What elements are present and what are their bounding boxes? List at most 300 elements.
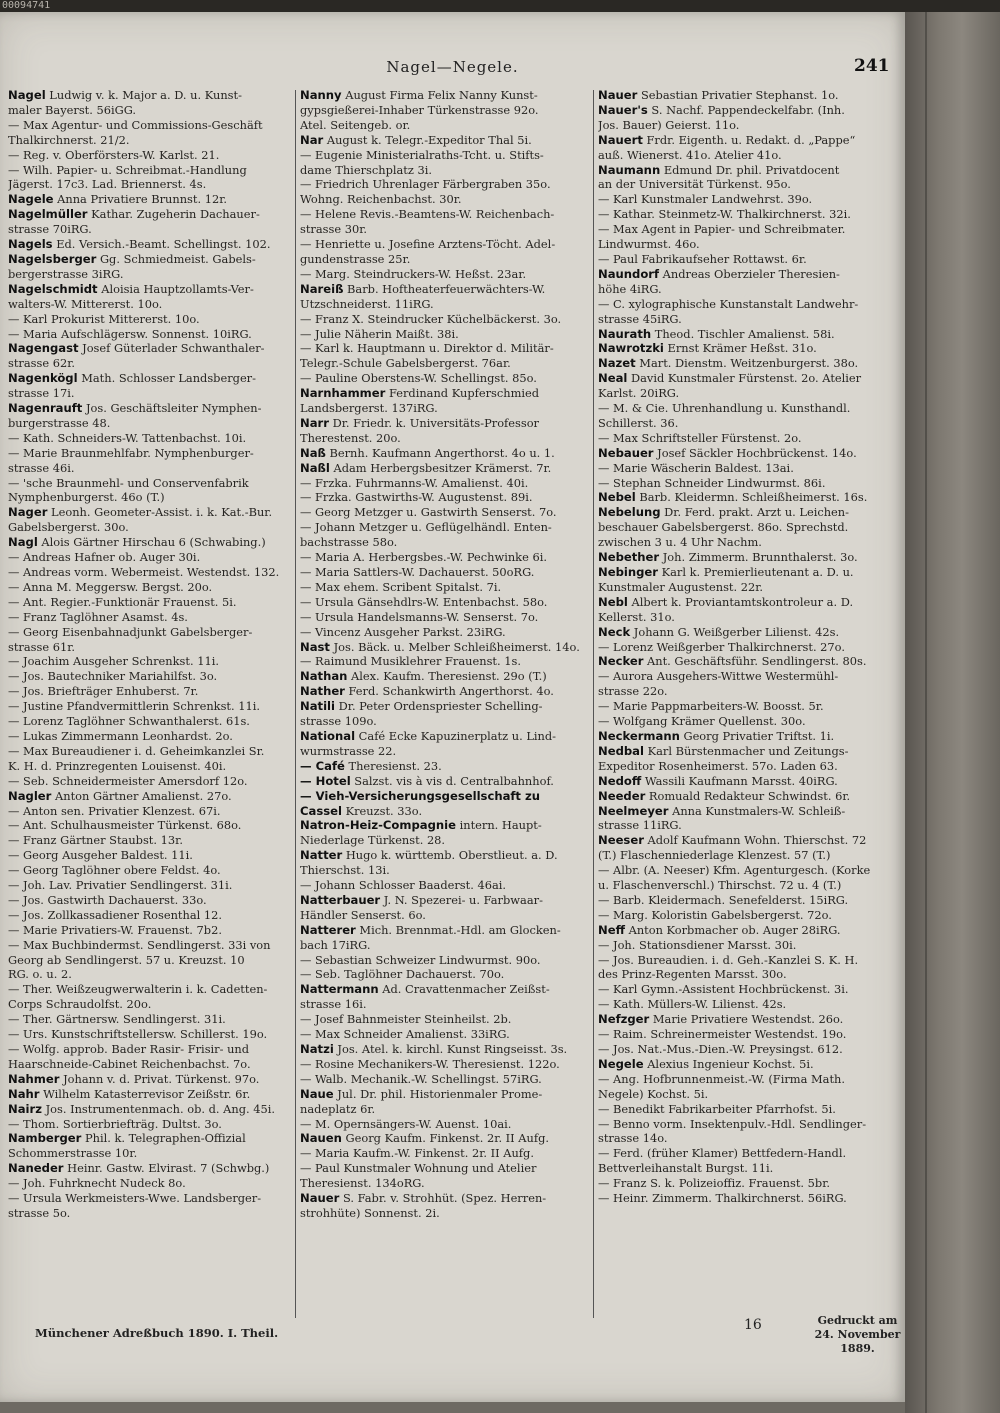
entry-details: — Ther. Weißzeugwerwalterin i. k. Cadetten- [8, 982, 268, 997]
footer-signature: 16 [744, 1317, 762, 1333]
entry-details: strasse 45iRG. [598, 311, 682, 326]
entry-details: — Paul Kunstmaler Wohnung und Atelier [300, 1161, 537, 1176]
entry-details: bachstrasse 58o. [300, 535, 398, 550]
entry-details: — M. & Cie. Uhrenhandlung u. Kunsthandl. [598, 401, 851, 416]
directory-entry [598, 550, 884, 565]
entry-details: strasse 11iRG. [598, 818, 682, 833]
entry-surname: Neff [598, 922, 625, 937]
column-rule [295, 90, 296, 1318]
directory-entry [8, 1012, 294, 1027]
entry-details: August k. Telegr.-Expeditor Thal 5i. [323, 132, 532, 147]
directory-entry [8, 744, 294, 759]
entry-details: Thierschst. 13i. [300, 863, 390, 878]
directory-entry [598, 1012, 884, 1027]
entry-details: Schommerstrasse 10r. [8, 1146, 138, 1161]
directory-entry [8, 252, 294, 267]
entry-details: — Ant. Regier.-Funktionär Frauenst. 5i. [8, 594, 237, 609]
entry-surname: Nattermann [300, 982, 379, 997]
entry-details: Ludwig v. k. Major a. D. u. Kunst- [45, 88, 242, 102]
entry-details: — Jos. Nat.-Mus.-Dien.-W. Preysingst. 612. [598, 1042, 843, 1056]
entry-surname: Nauer [300, 1191, 340, 1206]
directory-entry [598, 431, 884, 446]
directory-entry [598, 610, 884, 625]
entry-details: — Max Bureaudiener i. d. Geheimkanzlei Sr. [8, 743, 265, 758]
directory-entry [300, 654, 586, 669]
entry-details: Albert k. Proviantamtskontroleur a. D. [627, 594, 854, 609]
directory-entry [598, 386, 884, 401]
entry-details: Wohng. Reichenbachst. 30r. [300, 192, 462, 207]
directory-entry [8, 88, 294, 103]
entry-details: Atel. Seitengeb. or. [300, 117, 411, 132]
entry-surname: Neckermann [598, 728, 680, 743]
entry-details: — Frzka. Gastwirths-W. Augustenst. 89i. [300, 490, 533, 505]
entry-details: — Ther. Gärtnersw. Sendlingerst. 31i. [8, 1012, 226, 1027]
entry-details: Adolf Kaufmann Wohn. Thierschst. 72 [643, 833, 867, 848]
entry-details: Barb. Hoftheaterfeuerwächters-W. [343, 281, 546, 296]
directory-entry [598, 401, 884, 416]
entry-details: — Franz Gärtner Staubst. 13r. [8, 833, 183, 848]
directory-entry [300, 1102, 586, 1117]
directory-entry [598, 938, 884, 953]
entry-details: Georg ab Sendlingerst. 57 u. Kreuzst. 10 [8, 952, 245, 967]
directory-entry [300, 1146, 586, 1161]
entry-details: zwischen 3 u. 4 Uhr Nachm. [598, 535, 762, 550]
entry-details: — Joh. Lav. Privatier Sendlingerst. 31i. [8, 878, 233, 893]
entry-details: Jos. Bäck. u. Melber Schleißheimerst. 14o. [329, 639, 580, 654]
entry-details: — Karl Gymn.-Assistent Hochbrückenst. 3i. [598, 982, 849, 997]
directory-entry [598, 878, 884, 893]
entry-details: Wassili Kaufmann Marsst. 40iRG. [641, 773, 838, 788]
directory-entry [8, 1206, 294, 1221]
entry-surname: Nagelmüller [8, 207, 88, 222]
directory-entry [598, 312, 884, 327]
directory-entry [300, 744, 586, 759]
directory-entry [300, 237, 586, 252]
directory-entry [8, 207, 294, 222]
entry-details: Alex. Kaufm. Theresienst. 29o (T.) [347, 669, 547, 684]
entry-details: K. H. d. Prinzregenten Louisenst. 40i. [8, 758, 227, 773]
entry-details: Therestenst. 20o. [300, 430, 401, 445]
entry-details: — Anna M. Meggersw. Bergst. 20o. [8, 579, 213, 594]
directory-entry [300, 222, 586, 237]
entry-surname: Nanny [300, 88, 342, 102]
entry-details: RG. o. u. 2. [8, 967, 72, 982]
entry-details: — Seb. Taglöhner Dachauerst. 70o. [300, 967, 505, 982]
entry-details: — Franz X. Steindrucker Küchelbäckerst. 3o. [300, 311, 562, 326]
entry-details: — Raim. Schreinermeister Westendst. 19o. [598, 1027, 847, 1042]
directory-entry [300, 967, 586, 982]
directory-entry [8, 893, 294, 908]
directory-entry [598, 1027, 884, 1042]
entry-details: — Jos. Briefträger Enhuberst. 7r. [8, 684, 199, 699]
directory-entry [8, 341, 294, 356]
directory-entry [300, 505, 586, 520]
entry-surname: Natron-Heiz-Compagnie [300, 818, 456, 833]
directory-entry [300, 1072, 586, 1087]
directory-column-1 [8, 88, 294, 1318]
entry-details: Hugo k. württemb. Oberstlieut. a. D. [342, 848, 558, 863]
entry-surname: Negele [598, 1056, 644, 1071]
entry-details: bergerstrasse 3iRG. [8, 266, 124, 281]
entry-surname: Nauer's [598, 102, 648, 117]
directory-entry [8, 818, 294, 833]
directory-entry [300, 833, 586, 848]
entry-details: — Benedikt Fabrikarbeiter Pfarrhofst. 5i. [598, 1101, 836, 1116]
entry-surname: Neal [598, 371, 628, 386]
directory-entry [8, 774, 294, 789]
directory-entry [300, 1087, 586, 1102]
entry-surname: Nebl [598, 594, 628, 609]
directory-entry [8, 580, 294, 595]
entry-surname: Nebelung [598, 505, 661, 520]
directory-entry [8, 967, 294, 982]
directory-entry [598, 148, 884, 163]
directory-entry [8, 446, 294, 461]
entry-details: Expeditor Rosenheimerst. 57o. Laden 63. [598, 758, 838, 773]
entry-details: — Helene Revis.-Beamtens-W. Reichenbach- [300, 207, 555, 222]
directory-entry [300, 148, 586, 163]
directory-entry [8, 356, 294, 371]
entry-details: Math. Schlosser Landsberger- [77, 371, 256, 386]
directory-entry [8, 520, 294, 535]
directory-entry [300, 953, 586, 968]
directory-entry [598, 1161, 884, 1176]
directory-entry [598, 535, 884, 550]
entry-surname: Nathan [300, 669, 348, 684]
entry-details: Edmund Dr. phil. Privatdocent [660, 162, 840, 177]
directory-entry [598, 341, 884, 356]
directory-entry [598, 863, 884, 878]
directory-entry [8, 386, 294, 401]
directory-entry [300, 729, 586, 744]
entry-details: — Joachim Ausgeher Schrenkst. 11i. [8, 654, 219, 669]
entry-details: Kreuzst. 33o. [341, 803, 423, 818]
entry-details: — Maria Kaufm.-W. Finkenst. 2r. II Aufg. [300, 1146, 534, 1161]
directory-entry [300, 446, 586, 461]
directory-entry [8, 461, 294, 476]
entry-details: Gg. Schmiedmeist. Gabels- [96, 251, 256, 266]
entry-surname: Nagelsberger [8, 251, 97, 266]
entry-details: Alois Gärtner Hirschau 6 (Schwabing.) [37, 535, 266, 550]
directory-entry [300, 118, 586, 133]
directory-entry [598, 1191, 884, 1206]
entry-details: Ad. Cravattenmacher Zeißst- [378, 982, 550, 997]
entry-details: Karl Bürstenmacher und Zeitungs- [643, 743, 849, 758]
entry-details: Landsbergerst. 137iRG. [300, 401, 438, 416]
directory-entry [300, 878, 586, 893]
directory-entry [8, 192, 294, 207]
entry-surname: Natterer [300, 922, 356, 937]
entry-details: — Aurora Ausgehers-Wittwe Westermühl- [598, 669, 839, 684]
directory-entry [598, 416, 884, 431]
entry-details: — Kath. Müllers-W. Lilienst. 42s. [598, 997, 787, 1012]
entry-details: Romuald Redakteur Schwindst. 6r. [645, 788, 851, 803]
entry-details: — Andreas Hafner ob. Auger 30i. [8, 550, 201, 565]
entry-details: Anton Gärtner Amalienst. 27o. [51, 788, 232, 803]
entry-details: — Albr. (A. Neeser) Kfm. Agenturgesch. (Korke [598, 863, 871, 878]
entry-details: strasse 17i. [8, 386, 75, 401]
directory-entry [300, 804, 586, 819]
entry-details: Bettverleihanstalt Burgst. 11i. [598, 1161, 774, 1176]
entry-details: Andreas Oberzieler Theresien- [659, 266, 840, 281]
entry-details: wurmstrasse 22. [300, 743, 397, 758]
entry-details: intern. Haupt- [455, 818, 542, 833]
entry-details: Anna Kunstmalers-W. Schleiß- [668, 803, 846, 818]
entry-details: Jos. Atel. k. kirchl. Kunst Ringseisst. 3s. [333, 1042, 568, 1056]
directory-entry [8, 267, 294, 282]
entry-details: — Max ehem. Scribent Spitalst. 7i. [300, 579, 502, 594]
entry-details: — Ursula Handelsmanns-W. Senserst. 7o. [300, 609, 539, 624]
directory-entry [598, 759, 884, 774]
entry-details: Georg Privatier Triftst. 1i. [679, 728, 835, 743]
entry-surname: Naßl [300, 460, 330, 475]
directory-entry [300, 714, 586, 729]
directory-entry [598, 118, 884, 133]
footer-printed-date-value: 24. November 1889. [814, 1328, 901, 1355]
entry-details: an der Universität Türkenst. 95o. [598, 177, 791, 192]
entry-details: — Georg Eisenbahnadjunkt Gabelsberger- [8, 624, 253, 639]
page-number: 241 [854, 56, 890, 76]
directory-entry [8, 953, 294, 968]
entry-details: Leonh. Geometer-Assist. i. k. Kat.-Bur. [47, 505, 273, 520]
directory-entry [598, 371, 884, 386]
entry-details: (T.) Flaschenniederlage Klenzest. 57 (T.) [598, 848, 831, 863]
directory-entry [300, 908, 586, 923]
entry-details: — Marg. Steindruckers-W. Heßst. 23ar. [300, 266, 527, 281]
scan-border [0, 0, 1000, 12]
directory-entry [300, 1027, 586, 1042]
directory-entry [300, 133, 586, 148]
directory-entry [300, 997, 586, 1012]
directory-entry [8, 863, 294, 878]
directory-entry [8, 938, 294, 953]
directory-entry [598, 490, 884, 505]
directory-entry [300, 580, 586, 595]
directory-entry [598, 505, 884, 520]
directory-entry [598, 818, 884, 833]
entry-details: — Ursula Gänsehdlrs-W. Entenbachst. 58o. [300, 594, 548, 609]
entry-details: — Maria Sattlers-W. Dachauerst. 50oRG. [300, 565, 535, 579]
entry-details: Aloisia Hauptzollamts-Ver- [97, 281, 254, 296]
directory-entry [598, 207, 884, 222]
book-page-edge [905, 12, 1000, 1413]
entry-details: Nymphenburgerst. 46o (T.) [8, 490, 165, 505]
footer-publication: Münchener Adreßbuch 1890. I. Theil. [35, 1326, 279, 1340]
footer-printed-date [810, 1314, 905, 1356]
directory-entry [300, 982, 586, 997]
directory-entry [598, 1131, 884, 1146]
entry-details: — Kathar. Steinmetz-W. Thalkirchnerst. 32i. [598, 207, 851, 222]
directory-entry [598, 729, 884, 744]
entry-surname: Nebel [598, 490, 636, 505]
entry-details: — Pauline Oberstens-W. Schellingst. 85o. [300, 371, 537, 386]
directory-entry [300, 1012, 586, 1027]
directory-entry [300, 1176, 586, 1191]
directory-entry [300, 163, 586, 178]
entry-details: — Maria A. Herbergsbes.-W. Pechwinke 6i. [300, 550, 547, 565]
entry-details: — Franz Taglöhner Asamst. 4s. [8, 609, 188, 624]
entry-details: — Walb. Mechanik.-W. Schellingst. 57iRG. [300, 1071, 542, 1086]
entry-details: Utzschneiderst. 11iRG. [300, 296, 434, 311]
scan-id: 00094741 [2, 0, 51, 11]
directory-entry [8, 878, 294, 893]
entry-details: — Ang. Hofbrunnenmeist.-W. (Firma Math. [598, 1071, 845, 1086]
directory-entry [8, 1176, 294, 1191]
directory-entry [8, 625, 294, 640]
entry-details: — Max Agent in Papier- und Schreibmater. [598, 222, 846, 237]
directory-entry [300, 1191, 586, 1206]
directory-entry [8, 103, 294, 118]
entry-details: strasse 70iRG. [8, 222, 92, 237]
entry-details: August Firma Felix Nanny Kunst- [341, 88, 538, 102]
directory-entry [300, 550, 586, 565]
directory-entry [300, 535, 586, 550]
directory-entry [598, 833, 884, 848]
entry-details: Josef Säckler Hochbrückenst. 14o. [653, 445, 857, 460]
directory-entry [300, 103, 586, 118]
entry-surname: Nather [300, 684, 345, 699]
entry-details: — Marie Braunmehlfabr. Nymphenburger- [8, 445, 254, 460]
directory-entry [8, 714, 294, 729]
directory-entry [300, 848, 586, 863]
entry-details: — 'sche Braunmehl- und Conservenfabrik [8, 475, 249, 490]
entry-details: — Josef Bahnmeister Steinheilst. 2b. [300, 1012, 512, 1027]
entry-details: Jos. Bauer) Geierst. 11o. [598, 117, 740, 132]
entry-details: Café Ecke Kapuzinerplatz u. Lind- [355, 728, 557, 743]
entry-surname: Nagengast [8, 341, 79, 356]
directory-entry [598, 908, 884, 923]
entry-details: Bernh. Kaufmann Angerthorst. 4o u. 1. [325, 445, 555, 460]
directory-entry [598, 1057, 884, 1072]
entry-details: Salzst. vis à vis d. Centralbahnhof. [350, 773, 554, 788]
entry-details: Heinr. Gastw. Elvirast. 7 (Schwbg.) [63, 1161, 270, 1176]
entry-surname: National [300, 728, 356, 743]
directory-entry [300, 923, 586, 938]
entry-details: strasse 109o. [300, 714, 377, 729]
entry-details: Theresienst. 134oRG. [300, 1176, 425, 1191]
entry-details: — Johann Metzger u. Geflügelhändl. Enten- [300, 520, 552, 535]
directory-entry [300, 625, 586, 640]
directory-entry [598, 297, 884, 312]
directory-entry [598, 848, 884, 863]
directory-entry [300, 684, 586, 699]
directory-entry [8, 148, 294, 163]
entry-details: — Ferd. (früher Klamer) Bettfedern-Handl. [598, 1146, 847, 1161]
directory-entry [598, 684, 884, 699]
directory-entry [598, 133, 884, 148]
directory-entry [598, 774, 884, 789]
entry-details: beschauer Gabelsbergerst. 86o. Sprechstd. [598, 520, 849, 535]
entry-details: Dr. Ferd. prakt. Arzt u. Leichen- [660, 505, 849, 520]
entry-details: Karl k. Premierlieutenant a. D. u. [657, 565, 854, 579]
entry-details: — Ant. Schulhausmeister Türkenst. 68o. [8, 818, 242, 833]
entry-details: — Georg Taglöhner obere Feldst. 4o. [8, 863, 221, 878]
entry-details: Haarschneide-Cabinet Reichenbachst. 7o. [8, 1056, 251, 1071]
directory-entry [300, 595, 586, 610]
entry-details: burgerstrasse 48. [8, 415, 111, 430]
entry-surname: Nagel [8, 88, 46, 102]
directory-entry [300, 610, 586, 625]
entry-details: — Wolfgang Krämer Quellenst. 30o. [598, 714, 806, 729]
directory-entry [8, 1117, 294, 1132]
directory-entry [300, 490, 586, 505]
entry-details: Theresienst. 23. [344, 758, 442, 773]
directory-entry [8, 1087, 294, 1102]
running-title: Nagel—Negele. [386, 58, 519, 76]
entry-details: Dr. Peter Ordenspriester Schelling- [335, 699, 543, 714]
entry-surname: Nairz [8, 1101, 42, 1116]
directory-entry [598, 1146, 884, 1161]
entry-details: — Anton sen. Privatier Klenzest. 67i. [8, 803, 221, 818]
entry-details: — Karl k. Hauptmann u. Direktor d. Militär- [300, 341, 554, 356]
directory-entry [598, 163, 884, 178]
entry-details: bach 17iRG. [300, 937, 371, 952]
entry-surname: Natterbauer [300, 892, 381, 907]
entry-details: — Jos. Bureaudien. i. d. Geh.-Kanzlei S. K. H. [598, 952, 859, 967]
entry-surname: Nar [300, 132, 324, 147]
directory-entry [300, 863, 586, 878]
directory-entry [598, 461, 884, 476]
directory-entry [300, 669, 586, 684]
directory-entry [598, 580, 884, 595]
directory-entry [8, 923, 294, 938]
entry-details: Ed. Versich.-Beamt. Schellingst. 102. [52, 237, 271, 252]
footer-printed-label: Gedruckt am [817, 1314, 898, 1327]
directory-entry [8, 505, 294, 520]
entry-details: — Wolfg. approb. Bader Rasir- Frisir- und [8, 1042, 250, 1056]
entry-details: walters-W. Mittererst. 10o. [8, 296, 163, 311]
entry-details: strasse 5o. [8, 1205, 71, 1220]
entry-details: dame Thierschplatz 3i. [300, 162, 433, 177]
entry-details: — Seb. Schneidermeister Amersdorf 12o. [8, 773, 248, 788]
entry-surname: Nazet [598, 356, 636, 371]
entry-surname: Namberger [8, 1131, 82, 1146]
entry-details: — Sebastian Schweizer Lindwurmst. 90o. [300, 952, 541, 967]
entry-surname: Nauen [300, 1131, 342, 1146]
entry-surname: Natili [300, 699, 335, 714]
directory-entry [598, 222, 884, 237]
directory-entry [300, 774, 586, 789]
entry-details: nadeplatz 6r. [300, 1101, 376, 1116]
entry-details: — Andreas vorm. Webermeist. Westendst. 132. [8, 565, 280, 579]
entry-details: — Frzka. Fuhrmanns-W. Amalienst. 40i. [300, 475, 529, 490]
entry-details: Ernst Krämer Heßst. 31o. [663, 341, 817, 356]
entry-details: strasse 61r. [8, 639, 76, 654]
entry-details: — Joh. Stationsdiener Marsst. 30i. [598, 937, 797, 952]
entry-surname: Naurath [598, 326, 652, 341]
entry-details: — Justine Pfandvermittlerin Schrenkst. 11i. [8, 699, 260, 714]
entry-details: — Jos. Bautechniker Mariahilfst. 3o. [8, 669, 218, 684]
entry-details: gypsgießerei-Inhaber Türkenstrasse 92o. [300, 102, 539, 117]
entry-details: Schillerst. 36. [598, 415, 679, 430]
entry-details: Ferdinand Kupferschmied [385, 386, 540, 401]
entry-details: — Stephan Schneider Lindwurmst. 86i. [598, 475, 826, 490]
entry-surname: Nagelschmidt [8, 281, 98, 296]
entry-details: Kathar. Zugeherin Dachauer- [87, 207, 260, 222]
entry-details: Thalkirchnerst. 21/2. [8, 132, 130, 147]
entry-details: — Franz S. k. Polizeioffiz. Frauenst. 5br. [598, 1176, 831, 1191]
directory-entry [598, 1176, 884, 1191]
directory-entry [598, 923, 884, 938]
directory-entry [8, 848, 294, 863]
directory-entry [300, 341, 586, 356]
entry-surname: Nahr [8, 1086, 40, 1101]
directory-entry [8, 118, 294, 133]
entry-details: — Friedrich Uhrenlager Färbergraben 35o. [300, 177, 551, 192]
directory-entry [598, 625, 884, 640]
entry-details: J. N. Spezerei- u. Farbwaar- [380, 892, 543, 907]
entry-details: — C. xylographische Kunstanstalt Landwehr- [598, 296, 859, 311]
